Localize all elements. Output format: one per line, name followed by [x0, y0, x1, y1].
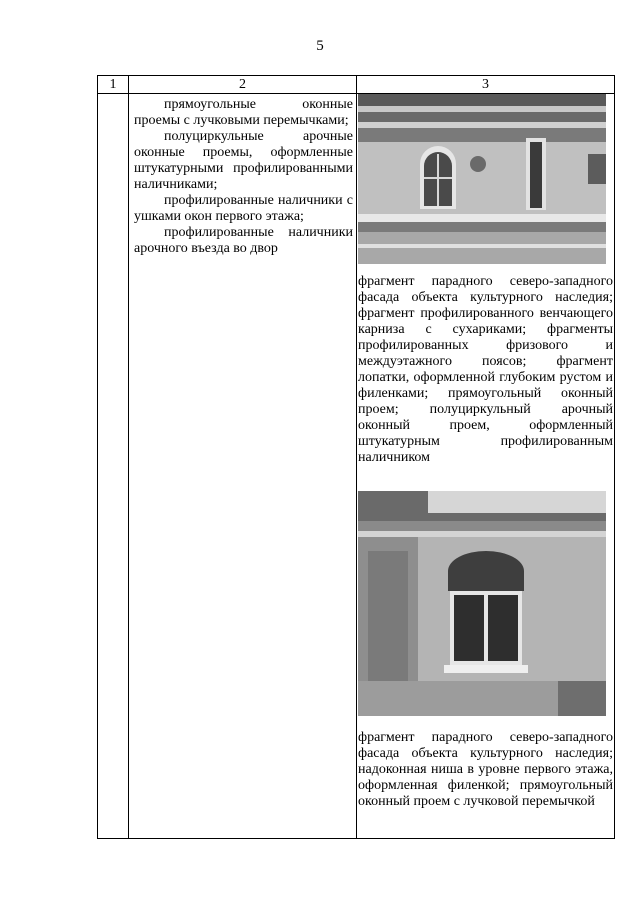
row-number-cell	[98, 94, 129, 839]
description-item: полуциркульные арочные оконные проемы, оформленные штукатурными профилированными наличниками;	[134, 129, 353, 192]
table-header-row	[98, 76, 615, 94]
heritage-elements-table	[97, 75, 615, 839]
description-cell	[129, 94, 357, 839]
table-row	[98, 94, 615, 839]
facade-photo-lower	[358, 491, 606, 716]
photo-caption: фрагмент парадного северо-западного фасада объекта культурного наследия; фрагмент профилированного венчающего карниза с сухариками; фрагменты профилированных фризового и междуэтажного поясов; фрагмент лопатки, оформленной глубоким рустом и филенками; прямоугольный оконный проем; полуциркульный арочный оконный проем, оформленный штукатурным профилированным наличником	[358, 274, 613, 465]
header-col-2: 2	[129, 76, 357, 94]
description-item: профилированные наличники с ушками окон первого этажа;	[134, 193, 353, 224]
page-number: 5	[316, 38, 324, 54]
facade-photo-upper	[358, 94, 606, 264]
description-item: профилированные наличники арочного въезда во двор	[134, 225, 353, 256]
photo-cell	[357, 94, 615, 839]
header-col-1: 1	[98, 76, 129, 94]
photo-caption: фрагмент парадного северо-западного фасада объекта культурного наследия; надоконная ниша в уровне первого этажа, оформленная филенкой; прямоугольный оконный проем с лучковой перемычкой	[358, 730, 613, 809]
header-col-3: 3	[357, 76, 615, 94]
description-item: прямоугольные оконные проемы с лучковыми перемычками;	[134, 97, 353, 128]
